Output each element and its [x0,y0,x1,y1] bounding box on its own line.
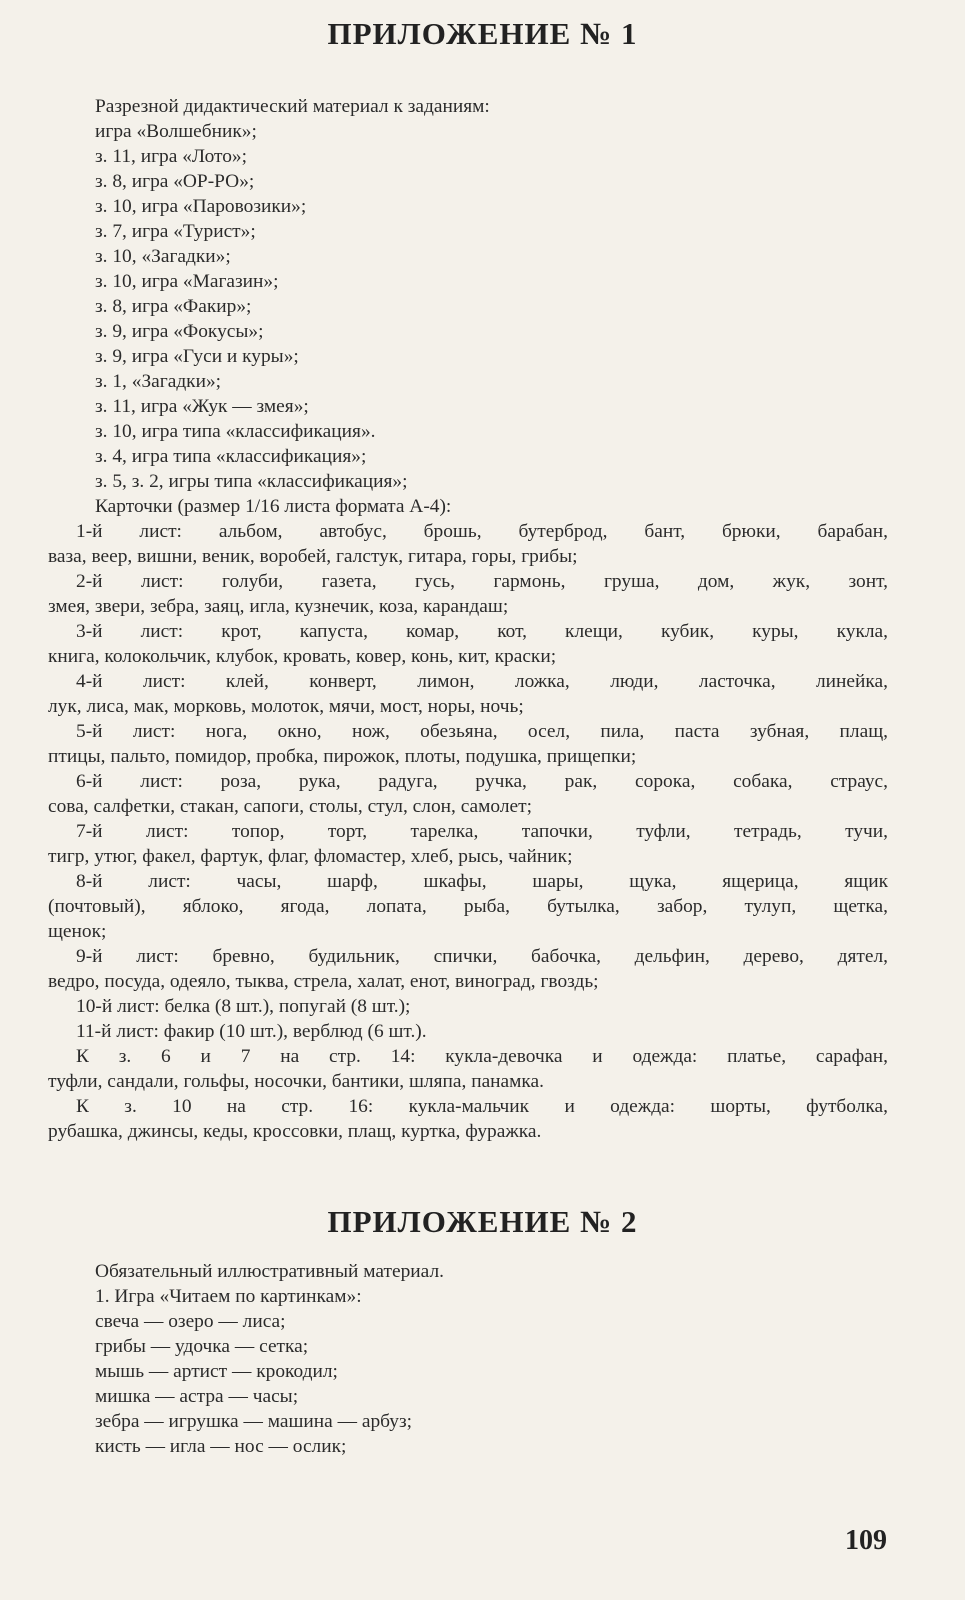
task-item: з. 5, з. 2, игры типа «классификация»; [95,471,408,492]
appendix-1-title: ПРИЛОЖЕНИЕ № 1 [327,16,638,51]
sheet-line: 4-й лист: клей, конверт, лимон, ложка, люди, ласточка, линейка, [76,671,888,692]
sheet-line: тигр, утюг, факел, фартук, флаг, фломастер, хлеб, рысь, чайник; [48,846,573,867]
appendix-2-title: ПРИЛОЖЕНИЕ № 2 [327,1204,638,1239]
sheet-line: змея, звери, зебра, заяц, игла, кузнечик, коза, карандаш; [48,596,509,617]
task-item: з. 8, игра «ОР-РО»; [95,171,255,192]
sheet-line: 10-й лист: белка (8 шт.), попугай (8 шт.); [76,996,411,1017]
sheet-paragraph [48,569,888,619]
word-chain-row: зебра — игрушка — машина — арбуз; [95,1411,413,1432]
sheet-paragraph [48,619,888,669]
sheet-line: 7-й лист: топор, торт, тарелка, тапочки, туфли, тетрадь, тучи, [76,821,888,842]
sheet-paragraph [48,819,888,869]
sheet-line: 9-й лист: бревно, будильник, спички, бабочка, дельфин, дерево, дятел, [76,946,888,967]
task-item: з. 8, игра «Факир»; [95,296,252,317]
word-chain-row: мишка — астра — часы; [95,1386,299,1407]
task-item: з. 11, игра «Лото»; [95,146,247,167]
cards-heading: Карточки (размер 1/16 листа формата А-4): [95,496,452,517]
sheet-line: ваза, веер, вишни, веник, воробей, галстук, гитара, горы, грибы; [48,546,578,567]
task-item: з. 9, игра «Фокусы»; [95,321,264,342]
task-list [48,119,888,494]
sheet-line: сова, салфетки, стакан, сапоги, столы, стул, слон, самолет; [48,796,533,817]
task-item: з. 4, игра типа «классификация»; [95,446,367,467]
sheet-line: 6-й лист: роза, рука, радуга, ручка, рак, сорока, собака, страус, [76,771,888,792]
task-item: игра «Волшебник»; [95,121,257,142]
sheet-line: 8-й лист: часы, шарф, шкафы, шары, щука, ящерица, ящик [76,871,888,892]
sheet-line: 5-й лист: нога, окно, нож, обезьяна, осел, пила, паста зубная, плащ, [76,721,888,742]
appendix-1-intro: Разрезной дидактический материал к заданиям: [95,96,490,117]
appendix-2-body [48,1259,888,1459]
sheet-paragraph [48,669,888,719]
sheet-line: 1-й лист: альбом, автобус, брошь, бутерброд, бант, брюки, барабан, [76,521,888,542]
sheet-line: (почтовый), яблоко, ягода, лопата, рыба, бутылка, забор, тулуп, щетка, [48,896,888,917]
sheet-line: книга, колокольчик, клубок, кровать, ковер, конь, кит, краски; [48,646,557,667]
picture-word-list [48,1309,888,1459]
word-chain-row: свеча — озеро — лиса; [95,1311,286,1332]
sheet-paragraph [48,944,888,994]
task-item: з. 1, «Загадки»; [95,371,222,392]
sheet-line: рубашка, джинсы, кеды, кроссовки, плащ, куртка, фуражка. [48,1121,542,1142]
appendix-1-body [48,94,888,1144]
sheet-paragraph [48,1019,888,1044]
sheet-line: 2-й лист: голуби, газета, гусь, гармонь, груша, дом, жук, зонт, [76,571,888,592]
page-number: 109 [845,1525,887,1556]
sheet-paragraph [48,994,888,1019]
sheet-line: 3-й лист: крот, капуста, комар, кот, клещи, кубик, куры, кукла, [76,621,888,642]
game-heading: 1. Игра «Читаем по картинкам»: [95,1286,362,1307]
sheet-line: 11-й лист: факир (10 шт.), верблюд (6 шт.). [76,1021,427,1042]
sheet-paragraph [48,869,888,944]
word-chain-row: кисть — игла — нос — ослик; [95,1436,347,1457]
sheet-line: птицы, пальто, помидор, пробка, пирожок, плоты, подушка, прищепки; [48,746,637,767]
task-item: з. 11, игра «Жук — змея»; [95,396,309,417]
word-chain-row: мышь — артист — крокодил; [95,1361,338,1382]
sheet-paragraph [48,769,888,819]
task-item: з. 9, игра «Гуси и куры»; [95,346,299,367]
sheet-paragraph [48,519,888,569]
task-item: з. 10, игра «Магазин»; [95,271,279,292]
sheet-line: К з. 10 на стр. 16: кукла-мальчик и одежда: шорты, футболка, [76,1096,888,1117]
sheet-line: щенок; [48,921,107,942]
word-chain-row: грибы — удочка — сетка; [95,1336,309,1357]
sheet-line: ведро, посуда, одеяло, тыква, стрела, халат, енот, виноград, гвоздь; [48,971,599,992]
sheet-line: туфли, сандали, гольфы, носочки, бантики, шляпа, панамка. [48,1071,545,1092]
sheet-line: лук, лиса, мак, морковь, молоток, мячи, мост, норы, ночь; [48,696,524,717]
sheet-paragraph [48,1094,888,1144]
card-sheets [48,519,888,1144]
sheet-paragraph [48,1044,888,1094]
sheet-line: К з. 6 и 7 на стр. 14: кукла-девочка и одежда: платье, сарафан, [76,1046,888,1067]
task-item: з. 10, игра «Паровозики»; [95,196,307,217]
task-item: з. 10, игра типа «классификация». [95,421,376,442]
task-item: з. 7, игра «Турист»; [95,221,256,242]
sheet-paragraph [48,719,888,769]
task-item: з. 10, «Загадки»; [95,246,231,267]
appendix-2-intro: Обязательный иллюстративный материал. [95,1261,444,1282]
